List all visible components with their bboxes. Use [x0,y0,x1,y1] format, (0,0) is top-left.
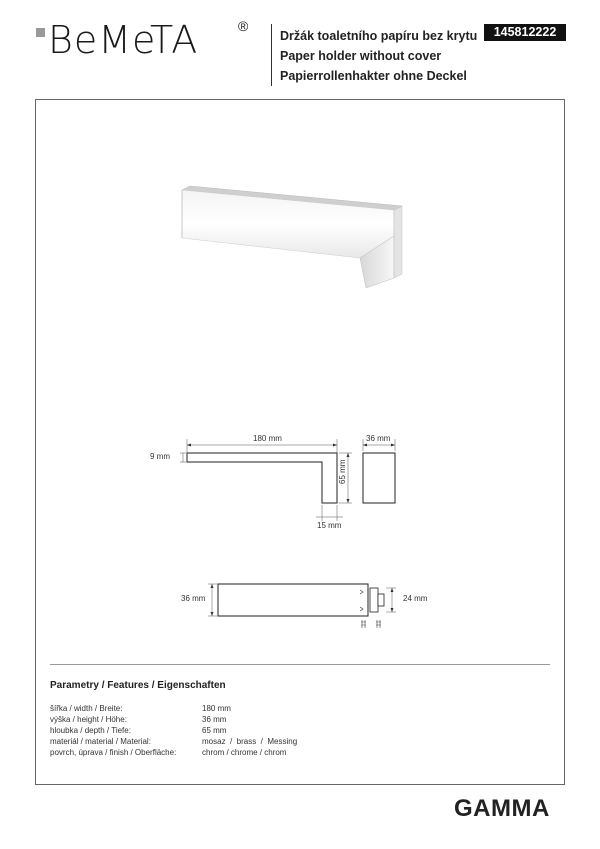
feature-label: výška / height / Höhe: [50,715,127,724]
dim-mount-height-label: 24 mm [403,594,428,603]
feature-label: šířka / width / Breite: [50,704,123,713]
product-code-badge: 145812222 [484,24,566,41]
title-english: Paper holder without cover [280,49,442,63]
feature-label: hloubka / depth / Tiefe: [50,726,131,735]
product-titles [280,26,477,86]
feature-label: materiál / material / Material: [50,737,151,746]
feature-value: mosaz / brass / Messing [202,737,298,746]
dim-side-depth-label: 36 mm [366,434,391,443]
logo-square-icon [36,28,45,37]
dim-top-depth-label: 36 mm [181,594,206,603]
features-divider [50,664,550,665]
dim-width-label: 180 mm [253,434,282,443]
dim-height-label: 65 mm [338,459,347,484]
top-view-drawing [200,576,420,636]
feature-value: 65 mm [202,726,227,735]
dim-thickness-label: 9 mm [150,452,170,461]
feature-value: 180 mm [202,704,231,713]
features-title: Parametry / Features / Eigenschaften [50,680,226,691]
title-czech: Držák toaletního papíru bez krytu [280,29,478,43]
feature-label: povrch, úprava / finish / Oberfläche: [50,748,177,757]
dim-arm-width-label: 15 mm [317,521,342,530]
feature-value: chrom / chrome / chrom [202,748,287,757]
brand-name: BeMeTA [48,18,199,62]
header-divider [271,24,272,86]
title-german: Papierrollenhakter ohne Deckel [280,69,467,83]
feature-value: 36 mm [202,715,227,724]
series-name: GAMMA [454,795,550,822]
registered-mark: ® [238,18,249,34]
product-image [170,180,430,290]
